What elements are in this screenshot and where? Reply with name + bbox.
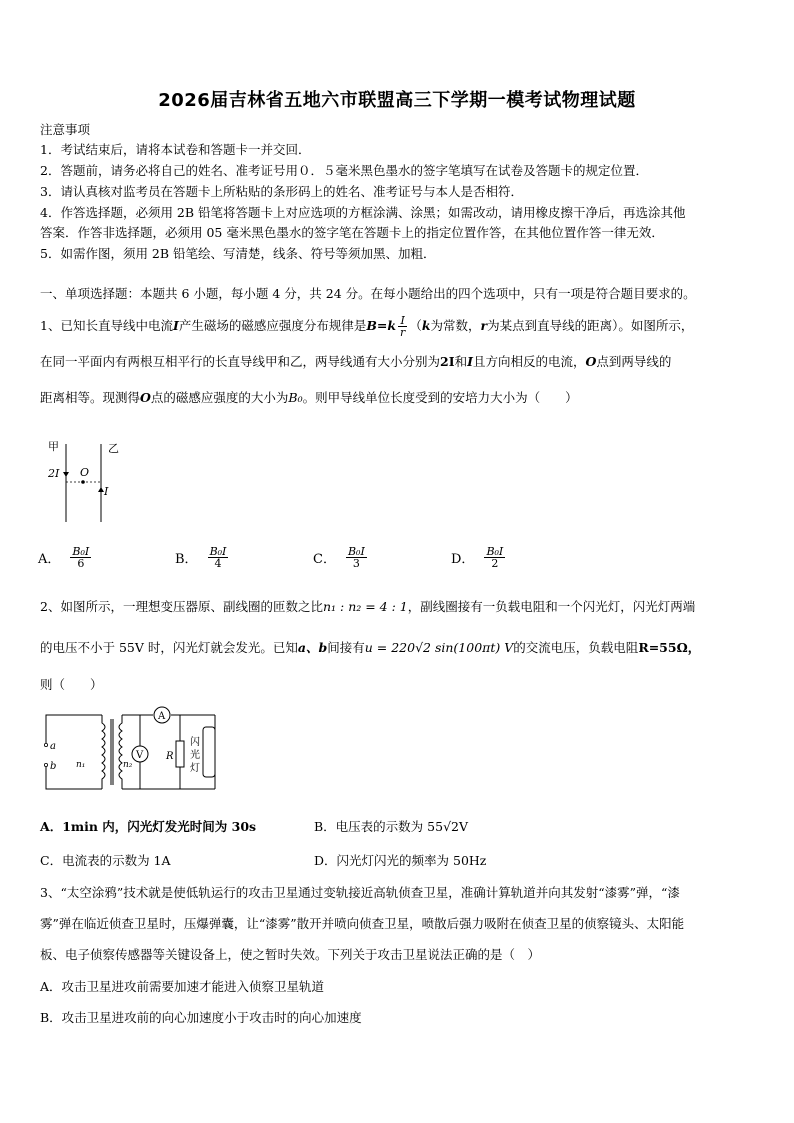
q1-var: O	[585, 354, 597, 369]
lamp-label-2: 光	[190, 750, 200, 761]
q1-text: 产生磁场的磁感应强度分布规律是	[178, 318, 367, 333]
fig-label-yi: 乙	[108, 442, 119, 455]
option-label: D．	[451, 552, 475, 567]
section-heading: 一、单项选择题：本题共 6 小题，每小题 4 分，共 24 分。在每小题给出的四个选项中，只有一项是符合题目要求的。	[40, 286, 696, 301]
option-fraction	[70, 546, 91, 569]
notice-item-5: 5．如需作图，须用 2B 铅笔绘、写清楚，线条、符号等须加黑、加粗．	[40, 246, 436, 261]
option-label: B．	[175, 552, 198, 567]
q2-voltage: u = 220√2 sin(100πt) V	[364, 640, 514, 655]
option-den: 2	[491, 557, 499, 570]
notice-heading: 注意事项	[40, 122, 91, 137]
ammeter-label: A	[158, 711, 166, 722]
circuit-label-a: a	[50, 741, 56, 752]
option-label: A．	[38, 552, 61, 567]
circuit-label-b: b	[50, 761, 57, 772]
fig-label-i: I	[104, 485, 109, 498]
option-num: B₀I	[347, 545, 365, 558]
formula-num: I	[398, 315, 407, 327]
q1-text: 1、已知长直导线中电流	[40, 318, 173, 333]
q3-option-b: B．攻击卫星进攻前的向心加速度小于攻击时的向心加速度	[40, 1010, 362, 1025]
q2-ratio: n₁ : n₂ = 4 : 1	[322, 599, 408, 614]
option-num: B₀I	[486, 545, 504, 558]
q1-text: 为某点到直导线的距离）。如图所示，	[487, 318, 694, 333]
q1-text: 在同一平面内有两根互相平行的长直导线甲和乙，两导线通有大小分别为	[40, 354, 441, 369]
q2-text: 2、如图所示，一理想变压器原、副线圈的匝数之比	[40, 599, 323, 614]
notice-item-2: 2．答题前，请务必将自己的姓名、准考证号用０．５毫米黑色墨水的签字笔填写在试卷及答题卡的规定位置．	[40, 163, 648, 178]
q1-text: 距离相等。现测得	[40, 390, 141, 405]
option-den: 6	[77, 557, 85, 570]
formula-den: r	[400, 326, 406, 339]
q1-text: 且方向相反的电流，	[472, 354, 586, 369]
option-den: 4	[214, 557, 222, 570]
notice-item-3: 3．请认真核对监考员在答题卡上所粘贴的条形码上的姓名、准考证号与本人是否相符．	[40, 184, 523, 199]
circuit-label-n1: n₁	[76, 760, 86, 770]
q2-var: R=55Ω，	[638, 640, 701, 655]
q1-line3	[40, 389, 578, 406]
q2-option-d: D．闪光灯闪光的频率为 50Hz	[314, 853, 487, 868]
q1-var: r	[480, 318, 488, 333]
q3-line2: 雾”弹在临近侦查卫星时，压爆弹囊，让“漆雾”散开并喷向侦查卫星，喷散后强力吸附在侦查卫星的侦察镜头、太阳能	[40, 916, 685, 931]
lamp-label-1: 闪	[190, 737, 200, 748]
q1-line1	[40, 315, 693, 338]
q2-circuit-figure	[40, 705, 225, 797]
q2-option-b: B．电压表的示数为 55√2V	[314, 819, 469, 834]
q1-option-b	[175, 546, 230, 569]
q2-text: 的电压不小于 55V 时，闪光灯就会发光。已知	[40, 640, 298, 655]
q2-line3: 则（ ）	[40, 677, 103, 692]
exam-title: 2026届吉林省五地六市联盟高三下学期一模考试物理试题	[158, 90, 636, 111]
q2-text: ，副线圈接有一负载电阻和一个闪光灯，闪光灯两端	[407, 599, 696, 614]
q3-option-a: A．攻击卫星进攻前需要加速才能进入侦察卫星轨道	[40, 979, 325, 994]
fig-label-o: O	[80, 466, 90, 479]
q2-option-a: A．1min 内，闪光灯发光时间为 30s	[40, 819, 257, 834]
notice-item-1: 1．考试结束后，请将本试卷和答题卡一并交回．	[40, 142, 311, 157]
q1-text: 点的磁感应强度的大小为	[150, 390, 289, 405]
q1-text: 点到两导线的	[596, 354, 672, 369]
q1-text: 和	[454, 354, 468, 369]
q1-var: I	[467, 354, 473, 369]
q1-var: I	[172, 318, 179, 333]
q2-line2	[40, 639, 700, 656]
notice-item-4: 4．作答选择题，必须用 2B 铅笔将答题卡上对应选项的方框涂满、涂黑；如需改动，请用橡皮擦干净后，再选涂其他	[40, 205, 686, 220]
fig-label-2i: 2I	[48, 467, 60, 480]
option-label: C．	[313, 552, 336, 567]
formula-lhs: B=k	[366, 318, 397, 333]
q1-option-c	[313, 546, 369, 569]
q3-line3: 板、电子侦察传感器等关键设备上，使之暂时失效。下列关于攻击卫星说法正确的是（ ）	[40, 947, 541, 962]
q2-text: 间接有	[327, 640, 365, 655]
q2-text: 的交流电压，负载电阻	[513, 640, 639, 655]
q2-line1	[40, 598, 695, 615]
q1-var: B₀	[288, 390, 303, 405]
option-num: B₀I	[209, 545, 227, 558]
option-fraction	[208, 546, 229, 569]
q1-wire-figure	[40, 432, 140, 532]
q1-var: 2I	[440, 354, 455, 369]
q1-option-a	[38, 546, 93, 569]
q1-text: （	[409, 318, 422, 333]
q2-var: a、b	[297, 640, 328, 655]
lamp-label-3: 灯	[190, 763, 200, 774]
voltmeter-label: V	[136, 750, 144, 761]
circuit-label-n2: n₂	[123, 760, 133, 770]
q1-var: k	[421, 318, 431, 333]
formula-fraction	[398, 315, 407, 338]
fig-label-jia: 甲	[48, 440, 59, 453]
q3-line1: 3、“太空涂鸦”技术就是使低轨运行的攻击卫星通过变轨接近高轨侦查卫星，准确计算轨道并向其发射“漆雾”弹，“漆	[40, 885, 680, 900]
resistor-label: R	[166, 751, 174, 762]
q1-option-d	[451, 546, 507, 569]
q1-text: 。则甲导线单位长度受到的安培力大小为（ ）	[302, 390, 578, 405]
option-fraction	[346, 546, 367, 569]
option-num: B₀I	[72, 545, 90, 558]
q1-line2	[40, 353, 671, 370]
q1-text: 为常数，	[430, 318, 481, 333]
q1-var: O	[140, 390, 151, 405]
option-den: 3	[352, 557, 360, 570]
option-fraction	[484, 546, 505, 569]
q2-option-c: C．电流表的示数为 1A	[40, 853, 171, 868]
notice-item-4-cont: 答案．作答非选择题，必须用 05 毫米黑色墨水的签字笔在答题卡上的指定位置作答，在其他位置作答一律无效．	[40, 225, 664, 240]
